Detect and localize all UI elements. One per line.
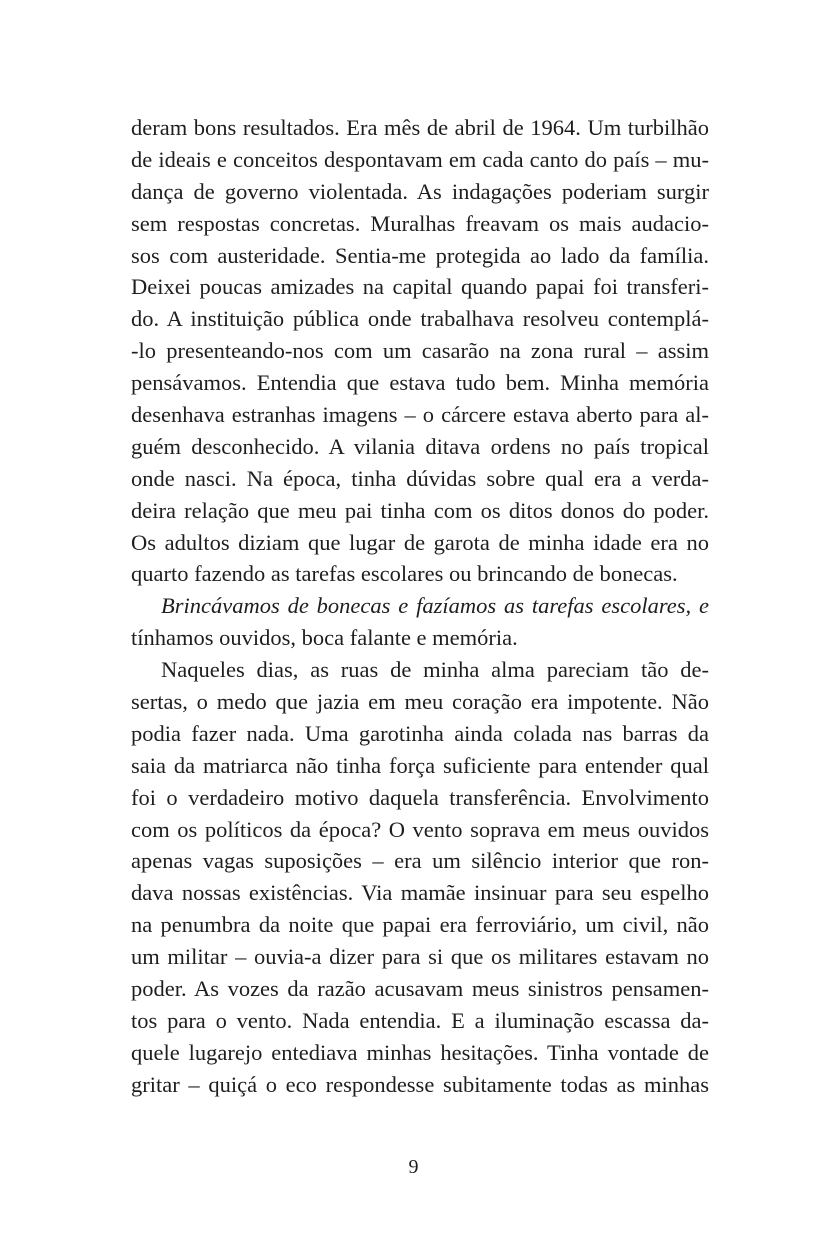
text-line: Naqueles dias, as ruas de minha alma pareciam tão de-: [161, 657, 709, 683]
text-line: deira relação que meu pai tinha com os ditos donos do poder.: [131, 497, 709, 523]
text-line: um militar – ouvia-a dizer para si que os militares estavam no: [131, 944, 709, 970]
text-line: foi o verdadeiro motivo daquela transferência. Envolvimento: [131, 784, 709, 810]
text-line: na penumbra da noite que papai era ferroviário, um civil, não: [131, 912, 709, 938]
text-line: Deixei poucas amizades na capital quando papai foi transferi-: [131, 274, 709, 300]
text-line: dança de governo violentada. As indagações poderiam surgir: [131, 178, 709, 204]
page-number: 9: [408, 1156, 419, 1178]
text-line: guém desconhecido. A vilania ditava ordens no país tropical: [131, 433, 709, 459]
text-line: gritar – quiçá o eco respondesse subitamente todas as minhas: [131, 1071, 709, 1097]
text-line: quarto fazendo as tarefas escolares ou brincando de bonecas.: [131, 561, 678, 587]
text-line: do. A instituição pública onde trabalhava resolveu contemplá-: [131, 306, 709, 332]
text-line: poder. As vozes da razão acusavam meus sinistros pensamen-: [131, 976, 709, 1002]
text-line: sos com austeridade. Sentia-me protegida ao lado da família.: [131, 242, 709, 268]
text-line: Brincávamos de bonecas e fazíamos as tarefas escolares, e: [161, 593, 709, 619]
text-line: com os políticos da época? O vento soprava em meus ouvidos: [131, 816, 709, 842]
text-line: -lo presenteando-nos com um casarão na zona rural – assim: [131, 338, 709, 364]
text-line: quele lugarejo entediava minhas hesitações. Tinha vontade de: [131, 1039, 709, 1065]
text-line: desenhava estranhas imagens – o cárcere estava aberto para al-: [131, 402, 709, 428]
text-line: sertas, o medo que jazia em meu coração era impotente. Não: [131, 689, 709, 715]
text-line: apenas vagas suposições – era um silêncio interior que ron-: [131, 848, 709, 874]
paragraph: [131, 654, 709, 1100]
text-line: dava nossas existências. Via mamãe insinuar para seu espelho: [131, 880, 709, 906]
text-line: saia da matriarca não tinha força suficiente para entender qual: [131, 752, 709, 778]
text-line: onde nasci. Na época, tinha dúvidas sobre qual era a verda-: [131, 465, 709, 491]
text-line: deram bons resultados. Era mês de abril de 1964. Um turbilhão: [131, 115, 709, 140]
text-line: podia fazer nada. Uma garotinha ainda colada nas barras da: [131, 720, 709, 746]
paragraph: [131, 112, 709, 590]
text-line: Os adultos diziam que lugar de garota de minha idade era no: [131, 529, 709, 555]
text-line: pensávamos. Entendia que estava tudo bem. Minha memória: [131, 370, 709, 396]
text-line: tínhamos ouvidos, boca falante e memória.: [131, 625, 518, 651]
body-text: [131, 112, 709, 1101]
text-line: tos para o vento. Nada entendia. E a iluminação escassa da-: [131, 1007, 709, 1033]
text-line: de ideais e conceitos despontavam em cada canto do país – mu-: [131, 146, 709, 172]
text-line: sem respostas concretas. Muralhas freavam os mais audacio-: [131, 210, 709, 236]
paragraph: [131, 590, 709, 654]
